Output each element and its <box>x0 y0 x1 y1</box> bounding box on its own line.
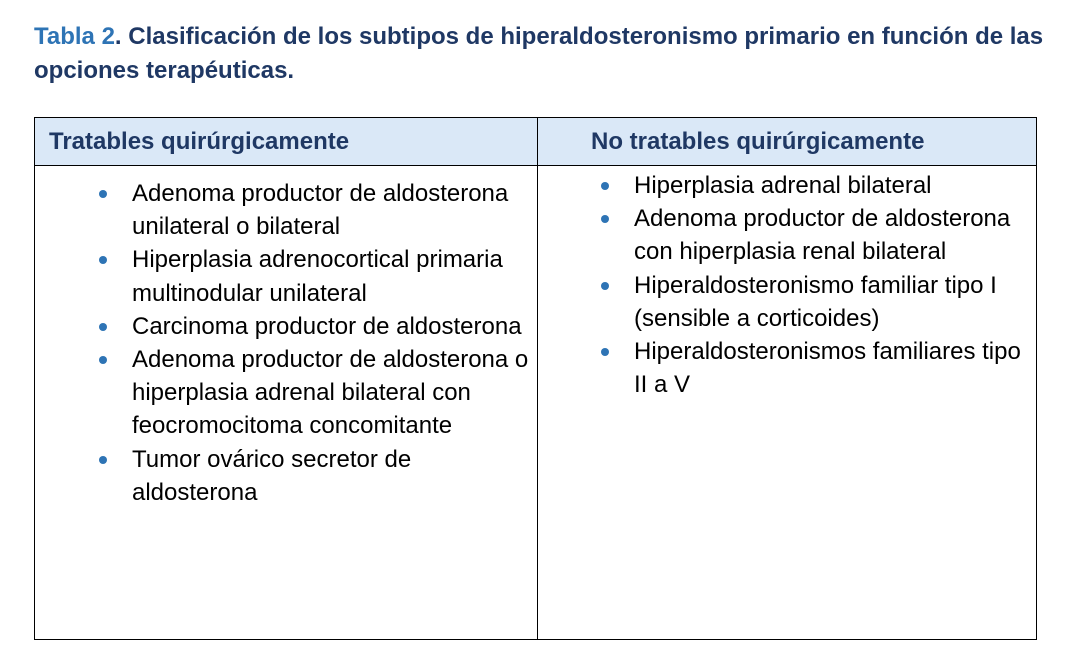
bullet-icon <box>99 323 107 331</box>
bullet-icon <box>99 356 107 364</box>
caption-label: Tabla 2 <box>34 23 115 50</box>
list-item-text: Hiperplasia adrenal bilateral <box>634 172 932 199</box>
table-caption <box>34 20 1044 88</box>
list-item <box>592 169 1032 202</box>
list-item <box>90 243 530 309</box>
list-item-text: Adenoma productor de aldosterona con hiperplasia renal bilateral <box>634 205 1011 266</box>
bullet-icon <box>99 256 107 264</box>
column-divider <box>537 118 538 639</box>
bullet-icon <box>99 456 107 464</box>
list-item <box>592 202 1032 268</box>
list-item-text: Hiperaldosteronismos familiares tipo II a V <box>634 338 1021 399</box>
bullet-icon <box>601 182 609 190</box>
list-not-surgically-treatable <box>592 169 1032 401</box>
list-item-text: Hiperplasia adrenocortical primaria multinodular unilateral <box>132 246 503 307</box>
header-not-surgically-treatable: No tratables quirúrgicamente <box>591 128 925 155</box>
list-item-text: Tumor ovárico secretor de aldosterona <box>132 445 412 506</box>
list-item-text: Adenoma productor de aldosterona o hiperplasia adrenal bilateral con feocromocitoma concomitante <box>132 346 529 440</box>
caption-text: . Clasificación de los subtipos de hiperaldosteronismo primario en función de las opciones terapéuticas. <box>34 23 1044 84</box>
header-surgically-treatable: Tratables quirúrgicamente <box>49 128 350 155</box>
bullet-icon <box>99 190 107 198</box>
list-item <box>592 335 1032 401</box>
list-item-text: Carcinoma productor de aldosterona <box>132 312 522 340</box>
list-item <box>592 269 1032 335</box>
classification-table <box>34 117 1037 640</box>
list-item <box>90 443 530 509</box>
list-item-text: Hiperaldosteronismo familiar tipo I (sensible a corticoides) <box>634 271 997 332</box>
list-item <box>90 343 530 443</box>
bullet-icon <box>601 282 609 290</box>
bullet-icon <box>601 215 609 223</box>
bullet-icon <box>601 348 609 356</box>
list-item-text: Adenoma productor de aldosterona unilateral o bilateral <box>132 180 509 241</box>
list-item <box>90 177 530 243</box>
list-surgically-treatable <box>90 177 530 509</box>
list-item <box>90 310 530 343</box>
